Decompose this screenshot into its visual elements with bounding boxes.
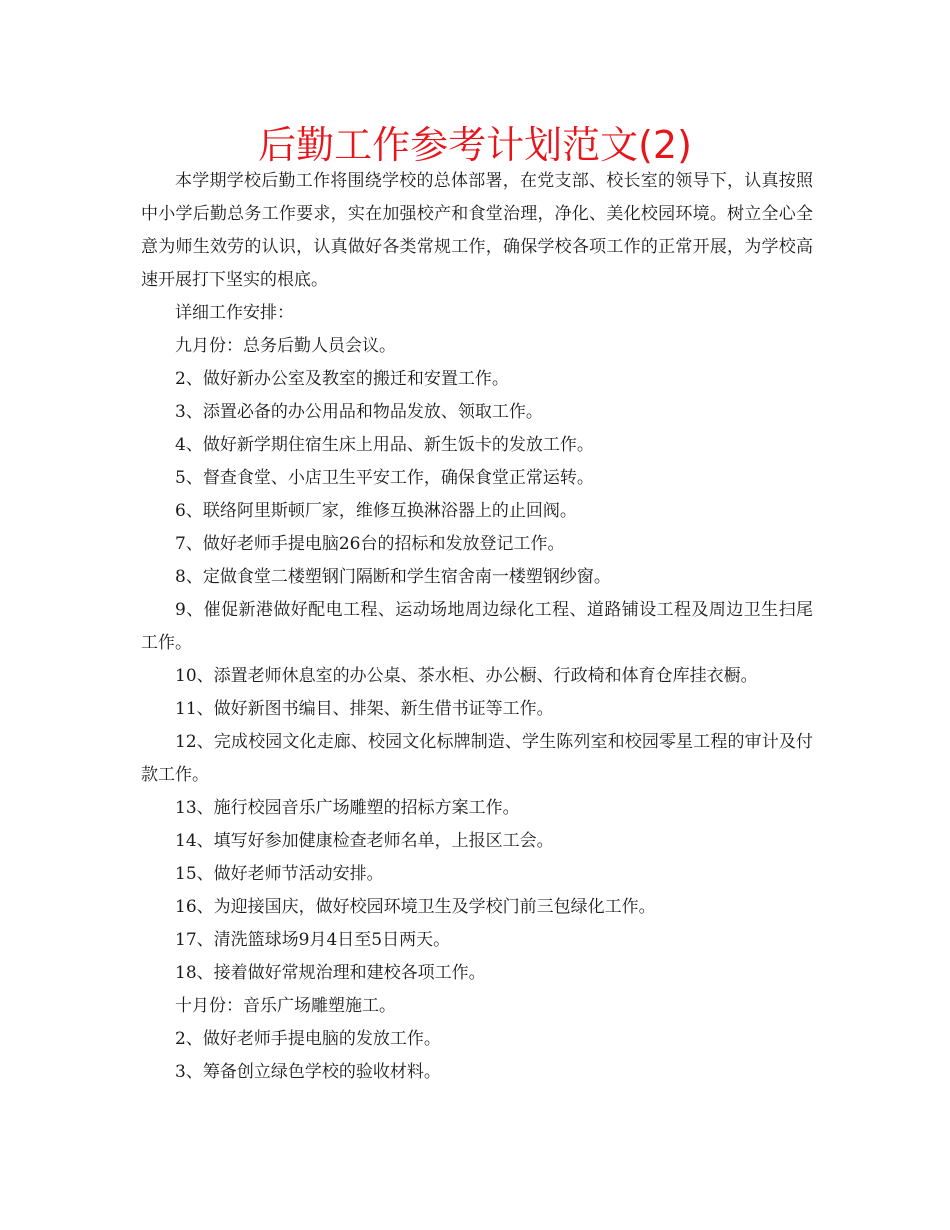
list-item: 12、完成校园文化走廊、校园文化标牌制造、学生陈列室和校园零星工程的审计及付款工作。 (141, 732, 813, 785)
list-item: 2、做好新办公室及教室的搬迁和安置工作。 (175, 369, 509, 389)
list-item: 16、为迎接国庆，做好校园环境卫生及学校门前三包绿化工作。 (175, 897, 656, 917)
document-body (141, 165, 813, 1089)
list-item: 8、定做食堂二楼塑钢门隔断和学生宿舍南一楼塑钢纱窗。 (175, 567, 611, 587)
list-item: 7、做好老师手提电脑26台的招标和发放登记工作。 (175, 534, 565, 554)
list-item: 11、做好新图书编目、排架、新生借书证等工作。 (175, 699, 554, 719)
list-item: 4、做好新学期住宿生床上用品、新生饭卡的发放工作。 (175, 435, 594, 455)
list-item: 6、联络阿里斯顿厂家，维修互换淋浴器上的止回阀。 (175, 501, 577, 521)
list-item: 十月份：音乐广场雕塑施工。 (175, 996, 396, 1016)
list-item: 10、添置老师休息室的办公桌、茶水柜、办公橱、行政椅和体育仓库挂衣橱。 (175, 666, 758, 686)
list-item: 3、筹备创立绿色学校的验收材料。 (175, 1062, 441, 1082)
list-item: 2、做好老师手提电脑的发放工作。 (175, 1029, 441, 1049)
list-item: 15、做好老师节活动安排。 (175, 864, 384, 884)
list-item: 九月份：总务后勤人员会议。 (175, 336, 396, 356)
list-item: 13、施行校园音乐广场雕塑的招标方案工作。 (175, 798, 520, 818)
list-item: 18、接着做好常规治理和建校各项工作。 (175, 963, 486, 983)
list-item: 14、填写好参加健康检查老师名单，上报区工会。 (175, 831, 554, 851)
list-item: 17、清洗篮球场9月4日至5日两天。 (175, 930, 451, 950)
document-title: 后勤工作参考计划范文(2) (258, 123, 692, 167)
list-item: 3、添置必备的办公用品和物品发放、领取工作。 (175, 402, 543, 422)
section-heading: 详细工作安排： (175, 303, 294, 323)
list-item: 5、督查食堂、小店卫生平安工作，确保食堂正常运转。 (175, 468, 594, 488)
intro-paragraph: 本学期学校后勤工作将围绕学校的总体部署，在党支部、校长室的领导下，认真按照中小学后勤总务工作要求，实在加强校产和食堂治理，净化、美化校园环境。树立全心全意为师生效劳的认识，认真做好各类常规工作，确保学校各项工作的正常开展，为学校高速开展打下坚实的根底。 (141, 171, 813, 290)
list-item: 9、催促新港做好配电工程、运动场地周边绿化工程、道路铺设工程及周边卫生扫尾工作。 (141, 600, 813, 653)
